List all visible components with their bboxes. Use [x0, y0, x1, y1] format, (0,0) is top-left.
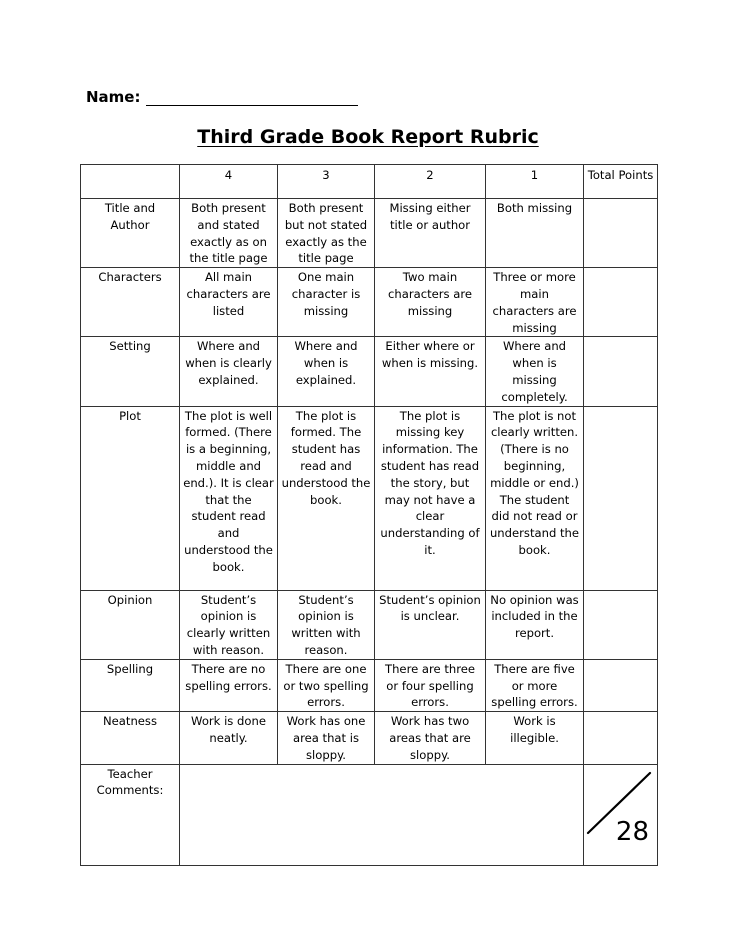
page-title-text: Third Grade Book Report Rubric	[197, 126, 539, 148]
rubric-cell: The plot is not clearly written. (There is no beginning, middle or end.) The student did not read or understand the book.	[486, 406, 584, 590]
criterion-setting: Setting	[81, 337, 180, 406]
rubric-cell: The plot is formed. The student has read and understood the book.	[278, 406, 375, 590]
rubric-cell: Both present and stated exactly as on the title page	[180, 199, 278, 268]
grand-total-cell[interactable]	[584, 764, 658, 865]
table-row	[81, 337, 658, 406]
rubric-cell: No opinion was included in the report.	[486, 590, 584, 659]
criterion-spelling: Spelling	[81, 659, 180, 711]
rubric-cell: There are five or more spelling errors.	[486, 659, 584, 711]
name-label: Name:	[86, 88, 141, 106]
table-row	[81, 590, 658, 659]
total-out-of-value: 28	[615, 816, 649, 847]
rubric-cell: Missing either title or author	[375, 199, 486, 268]
name-field	[86, 88, 358, 106]
rubric-cell: Both missing	[486, 199, 584, 268]
rubric-cell: Where and when is explained.	[278, 337, 375, 406]
rubric-cell: Where and when is clearly explained.	[180, 337, 278, 406]
table-row	[81, 659, 658, 711]
table-row	[81, 268, 658, 337]
table-row	[81, 712, 658, 764]
rubric-cell: Work has one area that is sloppy.	[278, 712, 375, 764]
score-box	[584, 765, 657, 865]
criterion-neatness: Neatness	[81, 712, 180, 764]
header-cell-2: 2	[375, 165, 486, 199]
total-points-cell[interactable]	[584, 268, 658, 337]
total-points-cell[interactable]	[584, 199, 658, 268]
header-cell-1: 1	[486, 165, 584, 199]
rubric-cell: Work is illegible.	[486, 712, 584, 764]
rubric-cell: Three or more main characters are missing	[486, 268, 584, 337]
name-blank-line[interactable]	[146, 91, 358, 106]
header-cell-4: 4	[180, 165, 278, 199]
table-row	[81, 406, 658, 590]
criterion-title-and-author: Title and Author	[81, 199, 180, 268]
rubric-cell: All main characters are listed	[180, 268, 278, 337]
rubric-cell: Student’s opinion is written with reason.	[278, 590, 375, 659]
table-row	[81, 199, 658, 268]
rubric-table	[80, 164, 658, 866]
rubric-cell: Where and when is missing completely.	[486, 337, 584, 406]
rubric-cell: There are three or four spelling errors.	[375, 659, 486, 711]
teacher-comments-row	[81, 764, 658, 865]
total-points-cell[interactable]	[584, 712, 658, 764]
rubric-cell: The plot is missing key information. The student has read the story, but may not have a clear understanding of it.	[375, 406, 486, 590]
total-points-cell[interactable]	[584, 406, 658, 590]
rubric-cell: There are one or two spelling errors.	[278, 659, 375, 711]
rubric-cell: The plot is well formed. (There is a beginning, middle and end.). It is clear that the student read and understood the book.	[180, 406, 278, 590]
teacher-comments-area[interactable]	[180, 764, 584, 865]
rubric-cell: Both present but not stated exactly as the title page	[278, 199, 375, 268]
teacher-comments-label: Teacher Comments:	[81, 764, 180, 865]
total-points-cell[interactable]	[584, 337, 658, 406]
rubric-cell: Work has two areas that are sloppy.	[375, 712, 486, 764]
header-cell-blank	[81, 165, 180, 199]
rubric-cell: There are no spelling errors.	[180, 659, 278, 711]
page-title	[0, 126, 736, 148]
criterion-characters: Characters	[81, 268, 180, 337]
rubric-cell: Two main characters are missing	[375, 268, 486, 337]
rubric-cell: Either where or when is missing.	[375, 337, 486, 406]
rubric-cell: Work is done neatly.	[180, 712, 278, 764]
header-cell-3: 3	[278, 165, 375, 199]
criterion-opinion: Opinion	[81, 590, 180, 659]
rubric-cell: One main character is missing	[278, 268, 375, 337]
rubric-cell: Student’s opinion is clearly written with reason.	[180, 590, 278, 659]
total-points-cell[interactable]	[584, 590, 658, 659]
score-slash-icon	[584, 765, 656, 865]
header-cell-total-points: Total Points	[584, 165, 658, 199]
total-points-cell[interactable]	[584, 659, 658, 711]
criterion-plot: Plot	[81, 406, 180, 590]
header-row	[81, 165, 658, 199]
rubric-cell: Student’s opinion is unclear.	[375, 590, 486, 659]
